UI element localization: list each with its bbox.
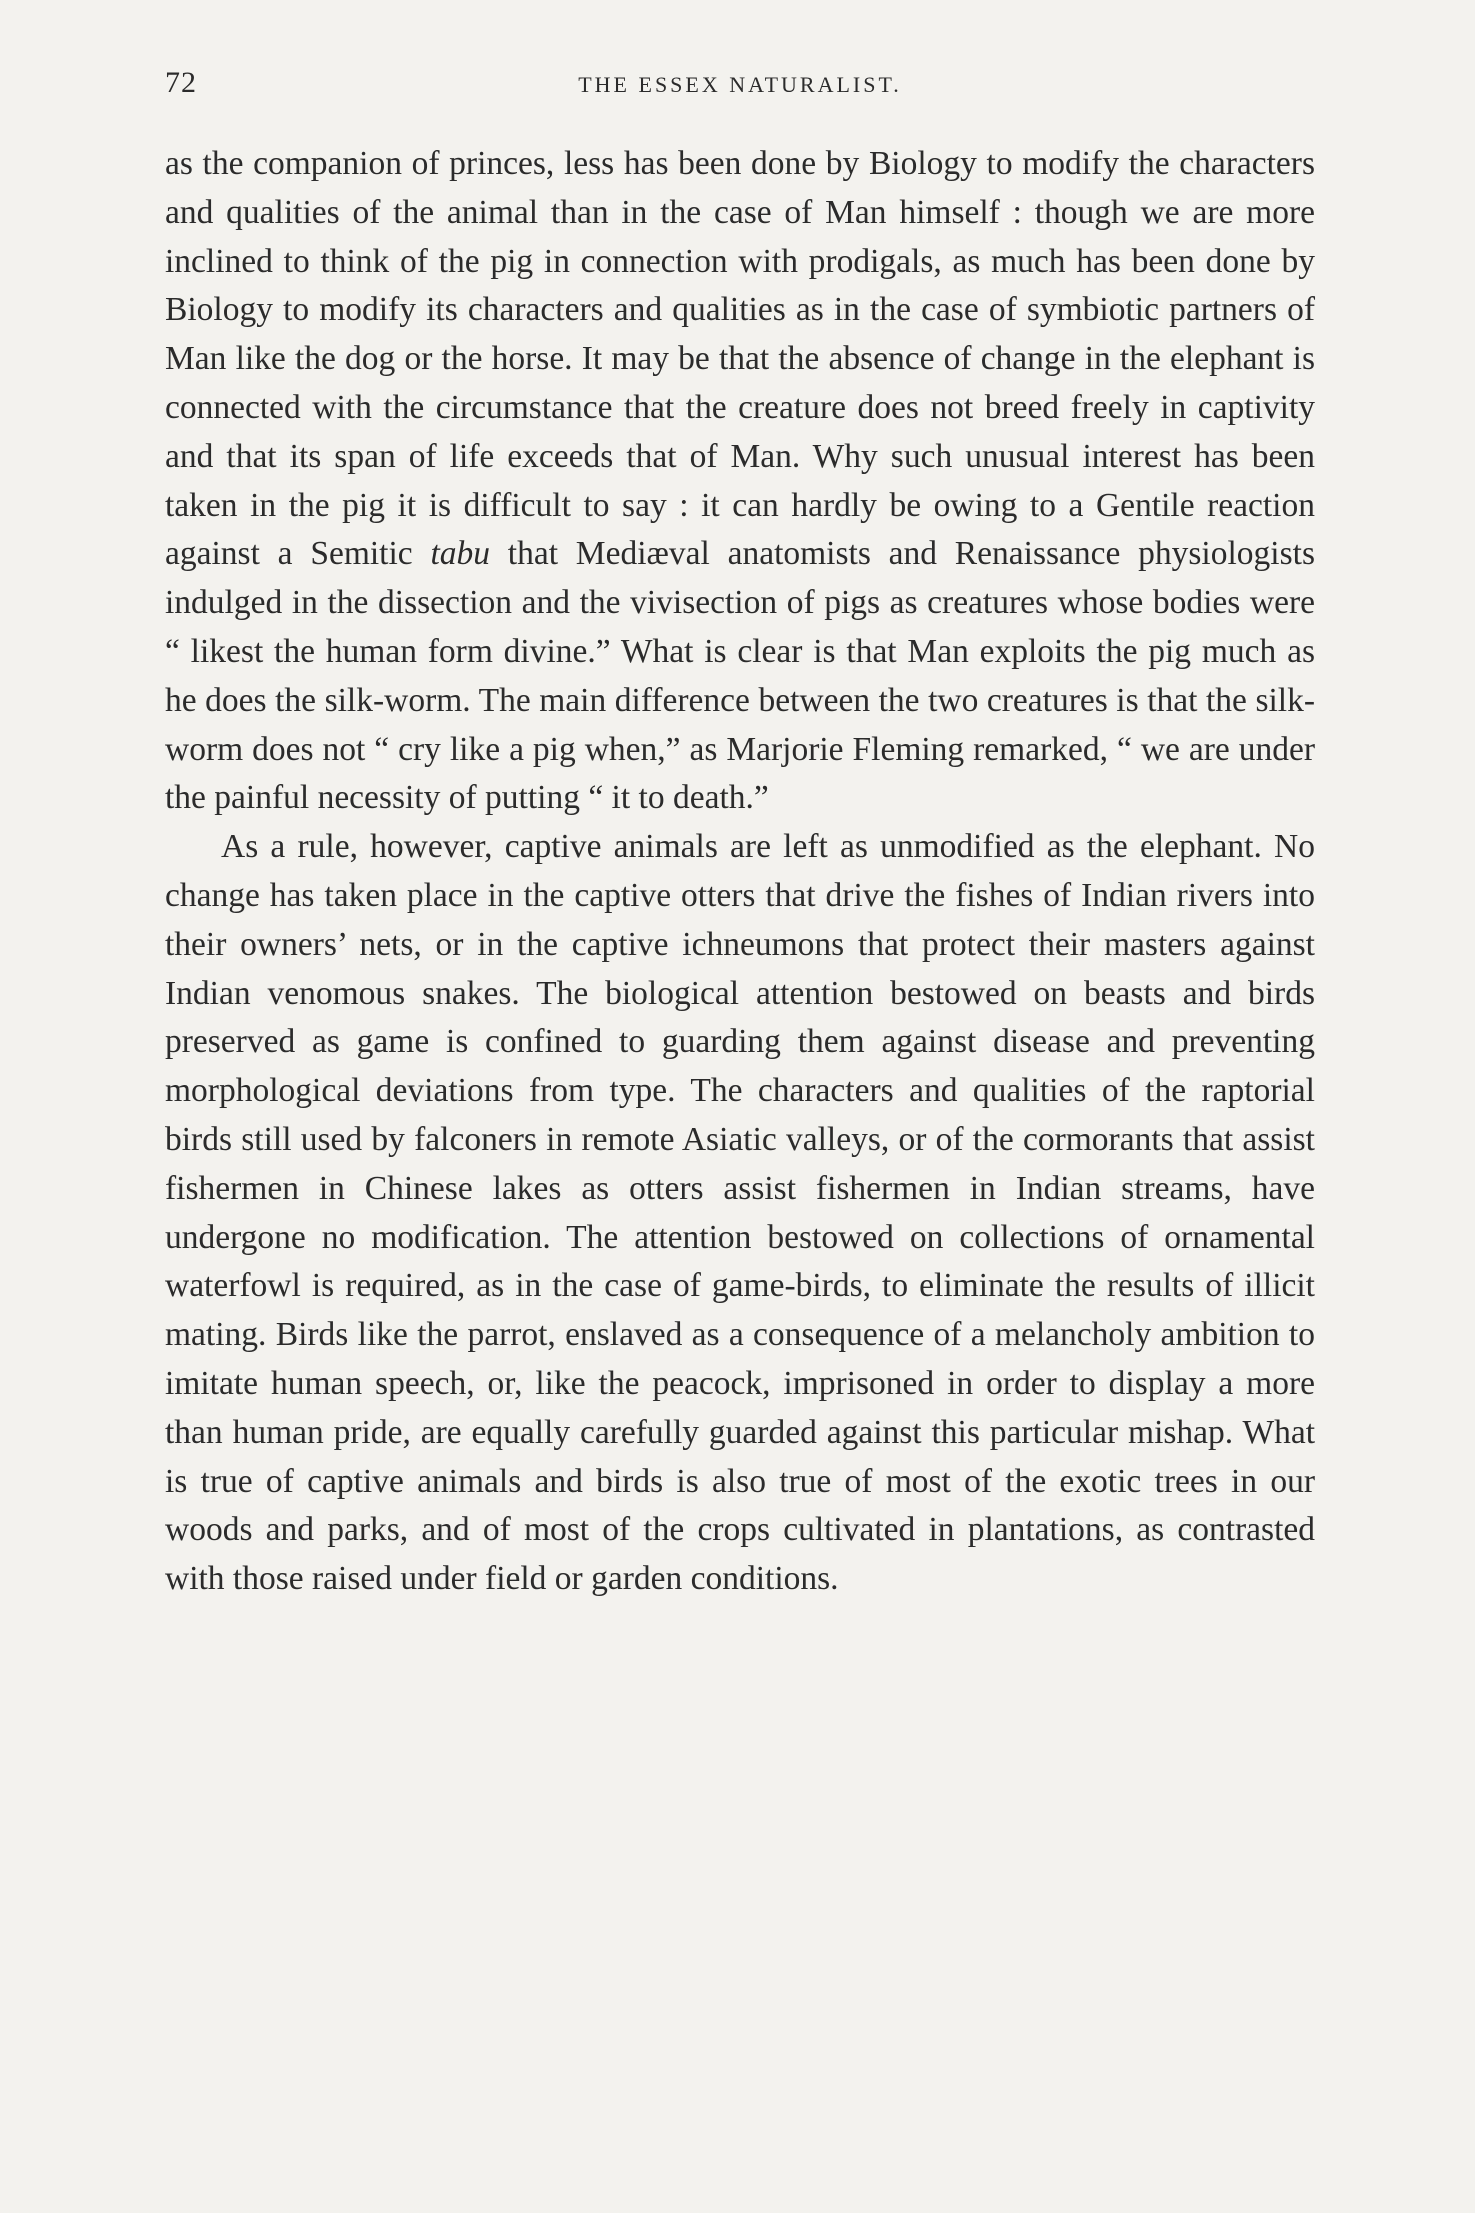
body-text: [165, 140, 1315, 1604]
italic-word: tabu: [430, 535, 491, 573]
paragraph: [165, 140, 1315, 823]
running-title: THE ESSEX NATURALIST.: [578, 72, 902, 97]
paragraph-text: as the companion of princes, less has been done by Biology to modify the characters and qualities of the animal than in the case of Man himself : though we are more inclined to think of the pig in connection with prodigals, as much has been done by Biology to modify its characters and qualities as in the case of symbiotic partners of Man like the dog or the horse. It may be that the absence of change in the elephant is connected with the circumstance that the creature does not breed freely in captivity and that its span of life exceeds that of Man. Why such unusual interest has been taken in the pig it is difficult to say : it can hardly be owing to a Gentile reaction against a Semitic: [165, 145, 1315, 573]
page-number: 72: [165, 66, 197, 99]
paragraph-text: that Mediæval anatomists and Renaissance physiologists indulged in the dissection and the vivisection of pigs as creatures whose bodies were “ likest the human form divine.” What is clear is that Man exploits the pig much as he does the silk-worm. The main difference between the two creatures is that the silk-worm does not “ cry like a pig when,” as Marjorie Fleming remarked, “ we are under the painful necessity of putting “ it to death.”: [165, 535, 1315, 817]
page-header: [165, 66, 1315, 116]
paragraph: As a rule, however, captive animals are left as unmodified as the elephant. No change has taken place in the captive otters that drive the fishes of Indian rivers into their owners’ nets, or in the captive ichneumons that protect their masters against Indian venomous snakes. The biological attention bestowed on beasts and birds preserved as game is confined to guarding them against disease and preventing morphological deviations from type. The characters and qualities of the raptorial birds still used by falconers in remote Asiatic valleys, or of the cormorants that assist fishermen in Chinese lakes as otters assist fishermen in Indian streams, have undergone no modification. The attention bestowed on collections of ornamental waterfowl is required, as in the case of game-birds, to eliminate the results of illicit mating. Birds like the parrot, enslaved as a consequence of a melancholy ambition to imitate human speech, or, like the peacock, imprisoned in order to display a more than human pride, are equally carefully guarded against this particular mishap. What is true of captive animals and birds is also true of most of the exotic trees in our woods and parks, and of most of the crops cultivated in plantations, as contrasted with those raised under field or garden conditions.: [165, 828, 1315, 1598]
